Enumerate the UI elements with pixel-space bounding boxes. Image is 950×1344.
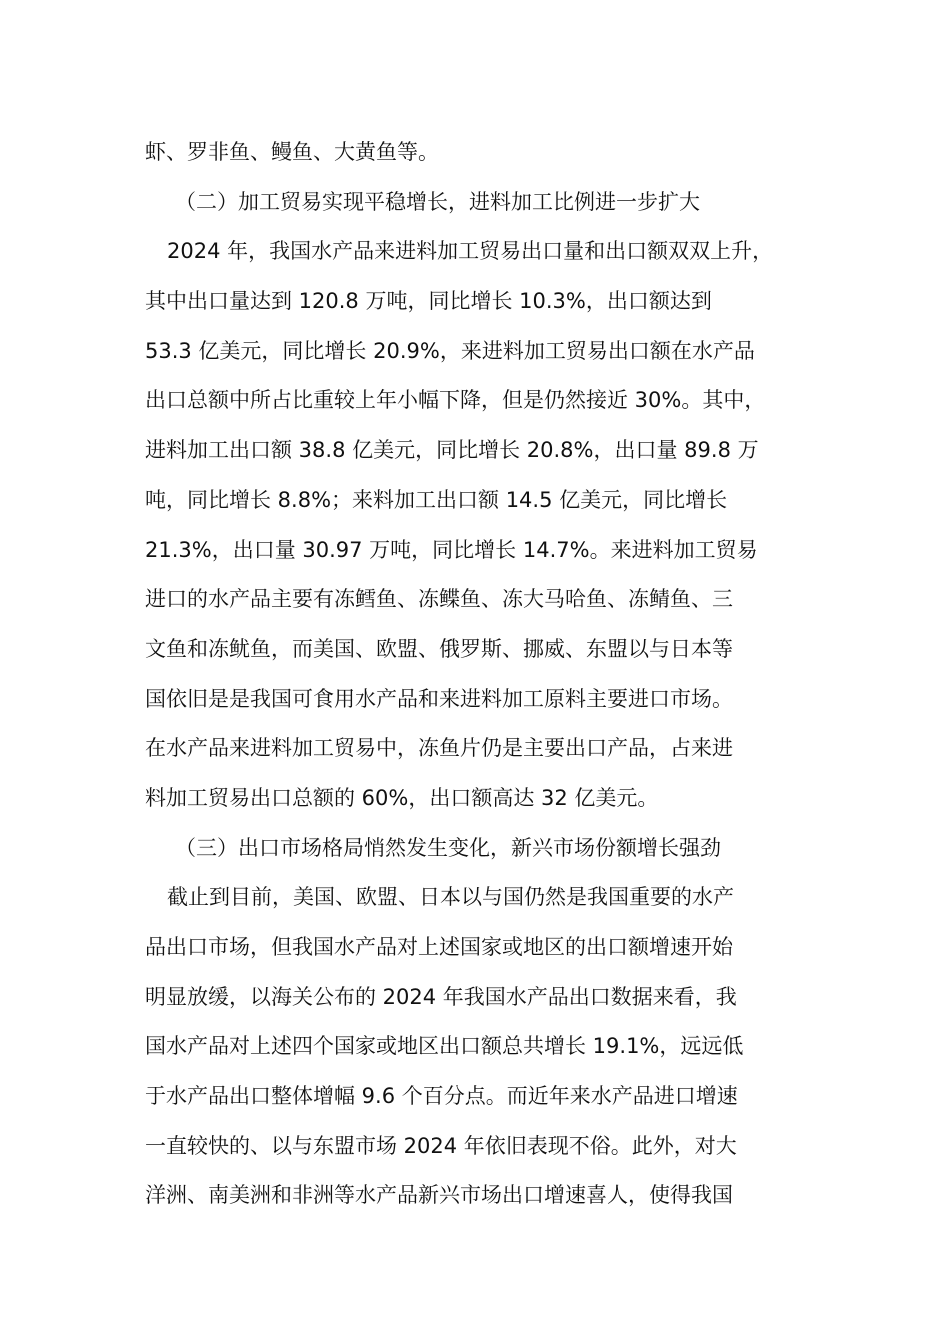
body-text-line: 其中出口量达到 120.8 万吨，同比增长 10.3%，出口额达到 — [145, 289, 712, 314]
body-text-line: 虾、罗非鱼、鳗鱼、大黄鱼等。 — [145, 140, 439, 164]
paragraph-first-line: 截止到目前，美国、欧盟、日本以与国仍然是我国重要的水产 — [167, 885, 734, 910]
body-text-line: 明显放缓，以海关公布的 2024 年我国水产品出口数据来看，我 — [145, 984, 737, 1009]
body-text-line: 出口总额中所占比重较上年小幅下降，但是仍然接近 30%。其中， — [145, 388, 766, 413]
body-text-line: 53.3 亿美元，同比增长 20.9%，来进料加工贸易出口额在水产品 — [145, 338, 755, 363]
body-text-line: 品出口市场，但我国水产品对上述国家或地区的出口额增速开始 — [145, 935, 733, 959]
body-text-line: 在水产品来进料加工贸易中，冻鱼片仍是主要出口产品，占来进 — [145, 736, 733, 761]
body-text-line: 进口的水产品主要有冻鳕鱼、冻鲽鱼、冻大马哈鱼、冻鲭鱼、三 — [145, 587, 733, 612]
body-text-line: 进料加工出口额 38.8 亿美元，同比增长 20.8%，出口量 89.8 万 — [145, 438, 759, 463]
body-text-line: 国水产品对上述四个国家或地区出口额总共增长 19.1%，远远低 — [145, 1034, 744, 1059]
body-text-line: 洋洲、南美洲和非洲等水产品新兴市场出口增速喜人，使得我国 — [145, 1183, 733, 1208]
body-text-line: 国依旧是是我国可食用水产品和来进料加工原料主要进口市场。 — [145, 686, 733, 711]
body-text-line: 吨，同比增长 8.8%；来料加工出口额 14.5 亿美元，同比增长 — [145, 487, 728, 512]
section-heading-2: （二）加工贸易实现平稳增长，进料加工比例进一步扩大 — [175, 189, 700, 214]
section-heading-3: （三）出口市场格局悄然发生变化，新兴市场份额增长强劲 — [175, 835, 721, 860]
body-text-line: 料加工贸易出口总额的 60%，出口额高达 32 亿美元。 — [145, 785, 659, 810]
body-text-line: 21.3%，出口量 30.97 万吨，同比增长 14.7%。来进料加工贸易 — [145, 537, 758, 562]
paragraph-first-line: 2024 年，我国水产品来进料加工贸易出口量和出口额双双上升， — [167, 239, 774, 264]
document-body — [145, 128, 805, 1221]
body-text-line: 文鱼和冻鱿鱼，而美国、欧盟、俄罗斯、挪威、东盟以与日本等 — [145, 636, 733, 661]
body-text-line: 一直较快的、以与东盟市场 2024 年依旧表现不俗。此外，对大 — [145, 1133, 737, 1158]
body-text-line: 于水产品出口整体增幅 9.6 个百分点。而近年来水产品进口增速 — [145, 1084, 738, 1109]
